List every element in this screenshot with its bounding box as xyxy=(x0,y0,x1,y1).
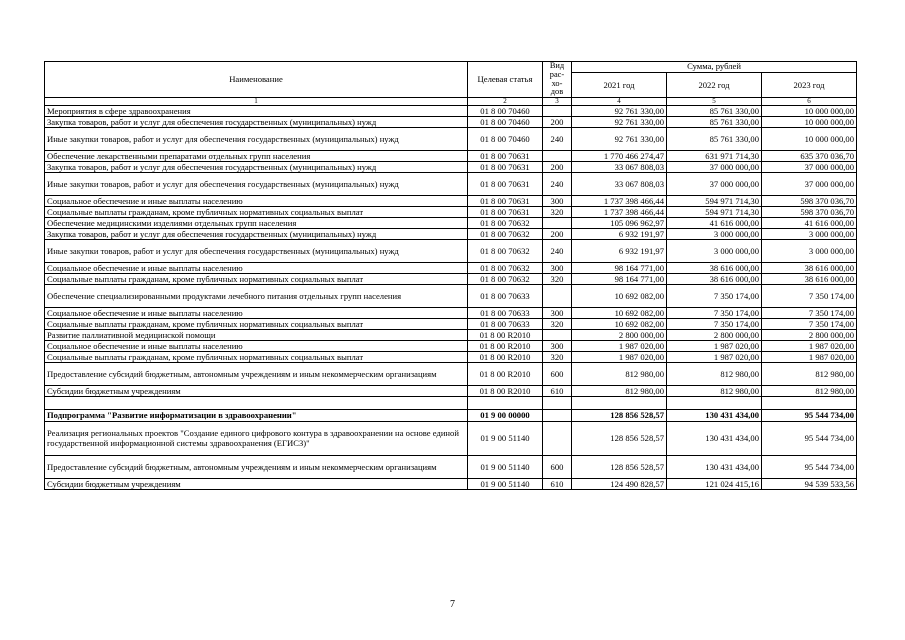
row-sum-2022: 7 350 174,00 xyxy=(667,308,762,319)
row-sum-2023: 7 350 174,00 xyxy=(762,319,857,330)
row-sum-2021: 128 856 528,57 xyxy=(572,456,667,479)
row-sum-2022: 85 761 330,00 xyxy=(667,128,762,151)
table-row xyxy=(45,330,857,341)
row-expense-type: 300 xyxy=(543,196,572,207)
row-name: Обеспечение лекарственными препаратами отдельных групп населения xyxy=(45,151,468,162)
row-sum-2021: 812 980,00 xyxy=(572,386,667,397)
header-expense-type: Вид рас- хо- дов xyxy=(543,62,572,98)
row-expense-type: 240 xyxy=(543,240,572,263)
row-sum-2023: 10 000 000,00 xyxy=(762,117,857,128)
row-expense-type xyxy=(543,330,572,341)
row-name: Предоставление субсидий бюджетным, автономным учреждениям и иным некоммерческим организациям xyxy=(45,363,468,386)
row-sum-2023: 598 370 036,70 xyxy=(762,207,857,218)
row-sum-2022: 1 987 020,00 xyxy=(667,352,762,363)
row-sum-2022: 2 800 000,00 xyxy=(667,330,762,341)
column-index: 6 xyxy=(762,98,857,106)
row-sum-2023: 635 370 036,70 xyxy=(762,151,857,162)
row-sum-2021: 1 987 020,00 xyxy=(572,352,667,363)
row-expense-type: 300 xyxy=(543,341,572,352)
row-target-article: 01 9 00 00000 xyxy=(468,410,543,422)
row-name xyxy=(45,397,468,410)
row-expense-type xyxy=(543,410,572,422)
table-row xyxy=(45,106,857,117)
header-year-2021: 2021 год xyxy=(572,73,667,98)
table-row xyxy=(45,363,857,386)
row-sum-2021: 92 761 330,00 xyxy=(572,128,667,151)
table-row xyxy=(45,128,857,151)
row-expense-type: 240 xyxy=(543,128,572,151)
row-name: Закупка товаров, работ и услуг для обеспечения государственных (муниципальных) нужд xyxy=(45,229,468,240)
row-target-article: 01 8 00 70632 xyxy=(468,218,543,229)
row-sum-2023: 10 000 000,00 xyxy=(762,106,857,117)
row-expense-type xyxy=(543,151,572,162)
row-sum-2021: 98 164 771,00 xyxy=(572,274,667,285)
row-name: Иные закупки товаров, работ и услуг для обеспечения государственных (муниципальных) нужд xyxy=(45,173,468,196)
table-row xyxy=(45,285,857,308)
row-sum-2023: 598 370 036,70 xyxy=(762,196,857,207)
row-sum-2021: 1 737 398 466,44 xyxy=(572,196,667,207)
row-target-article: 01 8 00 R2010 xyxy=(468,363,543,386)
row-expense-type: 200 xyxy=(543,117,572,128)
row-sum-2023: 1 987 020,00 xyxy=(762,341,857,352)
row-sum-2023: 7 350 174,00 xyxy=(762,308,857,319)
row-target-article: 01 8 00 70633 xyxy=(468,319,543,330)
row-target-article: 01 8 00 70631 xyxy=(468,207,543,218)
table-row xyxy=(45,386,857,397)
row-target-article: 01 8 00 70631 xyxy=(468,173,543,196)
row-target-article: 01 8 00 R2010 xyxy=(468,341,543,352)
row-target-article: 01 8 00 R2010 xyxy=(468,330,543,341)
row-name: Иные закупки товаров, работ и услуг для обеспечения государственных (муниципальных) нужд xyxy=(45,240,468,263)
table-row xyxy=(45,218,857,229)
row-sum-2022: 1 987 020,00 xyxy=(667,341,762,352)
row-sum-2021: 98 164 771,00 xyxy=(572,263,667,274)
table-row-subprogram xyxy=(45,410,857,422)
row-target-article: 01 8 00 70460 xyxy=(468,128,543,151)
table-row xyxy=(45,263,857,274)
row-sum-2022: 41 616 000,00 xyxy=(667,218,762,229)
row-expense-type: 300 xyxy=(543,263,572,274)
row-expense-type: 320 xyxy=(543,319,572,330)
row-sum-2021: 128 856 528,57 xyxy=(572,410,667,422)
row-name: Социальные выплаты гражданам, кроме публичных нормативных социальных выплат xyxy=(45,207,468,218)
row-sum-2022: 594 971 714,30 xyxy=(667,207,762,218)
row-name: Социальное обеспечение и иные выплаты населению xyxy=(45,263,468,274)
table-row-blank xyxy=(45,397,857,410)
row-name: Закупка товаров, работ и услуг для обеспечения государственных (муниципальных) нужд xyxy=(45,162,468,173)
table-row xyxy=(45,117,857,128)
row-sum-2022: 85 761 330,00 xyxy=(667,106,762,117)
row-sum-2023: 1 987 020,00 xyxy=(762,352,857,363)
header-target-article: Целевая статья xyxy=(468,62,543,98)
row-sum-2022: 3 000 000,00 xyxy=(667,240,762,263)
row-name: Предоставление субсидий бюджетным, автономным учреждениям и иным некоммерческим организациям xyxy=(45,456,468,479)
row-name: Обеспечение специализированными продуктами лечебного питания отдельных групп населения xyxy=(45,285,468,308)
row-expense-type: 320 xyxy=(543,207,572,218)
row-expense-type: 200 xyxy=(543,162,572,173)
row-sum-2022: 37 000 000,00 xyxy=(667,162,762,173)
row-sum-2023: 10 000 000,00 xyxy=(762,128,857,151)
row-expense-type: 240 xyxy=(543,173,572,196)
row-expense-type: 600 xyxy=(543,456,572,479)
row-expense-type xyxy=(543,397,572,410)
row-sum-2022: 631 971 714,30 xyxy=(667,151,762,162)
row-name: Субсидии бюджетным учреждениям xyxy=(45,386,468,397)
row-sum-2021: 6 932 191,97 xyxy=(572,229,667,240)
row-sum-2022: 130 431 434,00 xyxy=(667,422,762,456)
row-target-article: 01 8 00 70632 xyxy=(468,229,543,240)
row-expense-type xyxy=(543,106,572,117)
row-sum-2023: 37 000 000,00 xyxy=(762,162,857,173)
row-sum-2023: 3 000 000,00 xyxy=(762,229,857,240)
table-row xyxy=(45,173,857,196)
row-sum-2021: 33 067 808,03 xyxy=(572,173,667,196)
row-expense-type: 300 xyxy=(543,308,572,319)
table-row xyxy=(45,240,857,263)
row-sum-2021: 1 770 466 274,47 xyxy=(572,151,667,162)
row-sum-2023: 38 616 000,00 xyxy=(762,274,857,285)
row-sum-2023: 37 000 000,00 xyxy=(762,173,857,196)
row-sum-2021: 10 692 082,00 xyxy=(572,319,667,330)
row-name: Обеспечение медицинскими изделиями отдельных групп населения xyxy=(45,218,468,229)
row-sum-2021: 6 932 191,97 xyxy=(572,240,667,263)
row-sum-2022: 121 024 415,16 xyxy=(667,479,762,490)
budget-table xyxy=(44,61,857,490)
table-row xyxy=(45,229,857,240)
row-sum-2023: 812 980,00 xyxy=(762,363,857,386)
header-sum: Сумма, рублей xyxy=(572,62,857,73)
row-name: Мероприятия в сфере здравоохранения xyxy=(45,106,468,117)
table-row xyxy=(45,162,857,173)
row-expense-type: 600 xyxy=(543,363,572,386)
row-target-article: 01 8 00 70631 xyxy=(468,196,543,207)
row-sum-2022: 594 971 714,30 xyxy=(667,196,762,207)
row-sum-2022: 130 431 434,00 xyxy=(667,410,762,422)
row-sum-2023 xyxy=(762,397,857,410)
row-sum-2023: 2 800 000,00 xyxy=(762,330,857,341)
row-sum-2023: 94 539 533,56 xyxy=(762,479,857,490)
row-expense-type: 200 xyxy=(543,229,572,240)
table-row xyxy=(45,479,857,490)
row-sum-2022: 130 431 434,00 xyxy=(667,456,762,479)
row-sum-2023: 95 544 734,00 xyxy=(762,410,857,422)
row-target-article: 01 8 00 R2010 xyxy=(468,386,543,397)
row-sum-2021: 1 987 020,00 xyxy=(572,341,667,352)
row-target-article: 01 8 00 70633 xyxy=(468,308,543,319)
row-sum-2022: 38 616 000,00 xyxy=(667,263,762,274)
table-row xyxy=(45,422,857,456)
table-row xyxy=(45,308,857,319)
row-sum-2021: 10 692 082,00 xyxy=(572,308,667,319)
row-name: Социальное обеспечение и иные выплаты населению xyxy=(45,196,468,207)
table-row xyxy=(45,196,857,207)
row-sum-2021: 92 761 330,00 xyxy=(572,117,667,128)
row-target-article: 01 8 00 70632 xyxy=(468,263,543,274)
row-name: Социальные выплаты гражданам, кроме публичных нормативных социальных выплат xyxy=(45,274,468,285)
page-number: 7 xyxy=(450,599,455,610)
row-sum-2023: 3 000 000,00 xyxy=(762,240,857,263)
header-name: Наименование xyxy=(45,62,468,98)
row-sum-2021: 128 856 528,57 xyxy=(572,422,667,456)
row-sum-2022: 812 980,00 xyxy=(667,386,762,397)
row-sum-2021: 33 067 808,03 xyxy=(572,162,667,173)
row-name: Социальное обеспечение и иные выплаты населению xyxy=(45,308,468,319)
row-expense-type xyxy=(543,422,572,456)
row-target-article: 01 8 00 R2010 xyxy=(468,352,543,363)
row-target-article xyxy=(468,397,543,410)
row-sum-2023: 95 544 734,00 xyxy=(762,422,857,456)
table-row xyxy=(45,341,857,352)
row-name: Реализация региональных проектов "Создание единого цифрового контура в здравоохранении на основе единой государственной информационной системы здравоохранения (ЕГИСЗ)" xyxy=(45,422,468,456)
row-target-article: 01 8 00 70460 xyxy=(468,117,543,128)
row-expense-type xyxy=(543,218,572,229)
header-year-2022: 2022 год xyxy=(667,73,762,98)
row-sum-2023: 41 616 000,00 xyxy=(762,218,857,229)
column-index: 3 xyxy=(543,98,572,106)
row-target-article: 01 8 00 70460 xyxy=(468,106,543,117)
row-sum-2022: 3 000 000,00 xyxy=(667,229,762,240)
table-row xyxy=(45,207,857,218)
row-name: Развитие паллиативной медицинской помощи xyxy=(45,330,468,341)
row-target-article: 01 9 00 51140 xyxy=(468,456,543,479)
table-row xyxy=(45,456,857,479)
row-expense-type: 320 xyxy=(543,352,572,363)
header-year-2023: 2023 год xyxy=(762,73,857,98)
row-sum-2021: 2 800 000,00 xyxy=(572,330,667,341)
row-name: Социальные выплаты гражданам, кроме публичных нормативных социальных выплат xyxy=(45,352,468,363)
row-expense-type: 610 xyxy=(543,479,572,490)
row-sum-2021: 10 692 082,00 xyxy=(572,285,667,308)
row-sum-2021: 105 096 962,97 xyxy=(572,218,667,229)
table-row xyxy=(45,274,857,285)
row-sum-2022: 7 350 174,00 xyxy=(667,319,762,330)
row-target-article: 01 8 00 70632 xyxy=(468,274,543,285)
row-sum-2021: 1 737 398 466,44 xyxy=(572,207,667,218)
row-sum-2022: 7 350 174,00 xyxy=(667,285,762,308)
row-name: Закупка товаров, работ и услуг для обеспечения государственных (муниципальных) нужд xyxy=(45,117,468,128)
row-target-article: 01 8 00 70633 xyxy=(468,285,543,308)
row-sum-2022: 812 980,00 xyxy=(667,363,762,386)
row-name: Социальное обеспечение и иные выплаты населению xyxy=(45,341,468,352)
row-expense-type: 320 xyxy=(543,274,572,285)
table-row xyxy=(45,352,857,363)
row-sum-2022 xyxy=(667,397,762,410)
row-target-article: 01 9 00 51140 xyxy=(468,422,543,456)
row-sum-2022: 37 000 000,00 xyxy=(667,173,762,196)
row-name: Субсидии бюджетным учреждениям xyxy=(45,479,468,490)
column-index: 2 xyxy=(468,98,543,106)
row-name: Социальные выплаты гражданам, кроме публичных нормативных социальных выплат xyxy=(45,319,468,330)
column-index: 5 xyxy=(667,98,762,106)
row-target-article: 01 8 00 70631 xyxy=(468,151,543,162)
row-sum-2023: 7 350 174,00 xyxy=(762,285,857,308)
row-expense-type xyxy=(543,285,572,308)
row-sum-2021: 124 490 828,57 xyxy=(572,479,667,490)
row-sum-2022: 38 616 000,00 xyxy=(667,274,762,285)
table-row xyxy=(45,151,857,162)
row-sum-2022: 85 761 330,00 xyxy=(667,117,762,128)
column-index: 1 xyxy=(45,98,468,106)
row-name: Иные закупки товаров, работ и услуг для обеспечения государственных (муниципальных) нужд xyxy=(45,128,468,151)
row-target-article: 01 9 00 51140 xyxy=(468,479,543,490)
row-sum-2023: 38 616 000,00 xyxy=(762,263,857,274)
row-expense-type: 610 xyxy=(543,386,572,397)
row-target-article: 01 8 00 70632 xyxy=(468,240,543,263)
column-index: 4 xyxy=(572,98,667,106)
row-sum-2023: 812 980,00 xyxy=(762,386,857,397)
row-name: Подпрограмма "Развитие информатизации в здравоохранении" xyxy=(45,410,468,422)
row-sum-2021: 92 761 330,00 xyxy=(572,106,667,117)
row-sum-2021: 812 980,00 xyxy=(572,363,667,386)
table-row xyxy=(45,319,857,330)
row-target-article: 01 8 00 70631 xyxy=(468,162,543,173)
row-sum-2021 xyxy=(572,397,667,410)
row-sum-2023: 95 544 734,00 xyxy=(762,456,857,479)
